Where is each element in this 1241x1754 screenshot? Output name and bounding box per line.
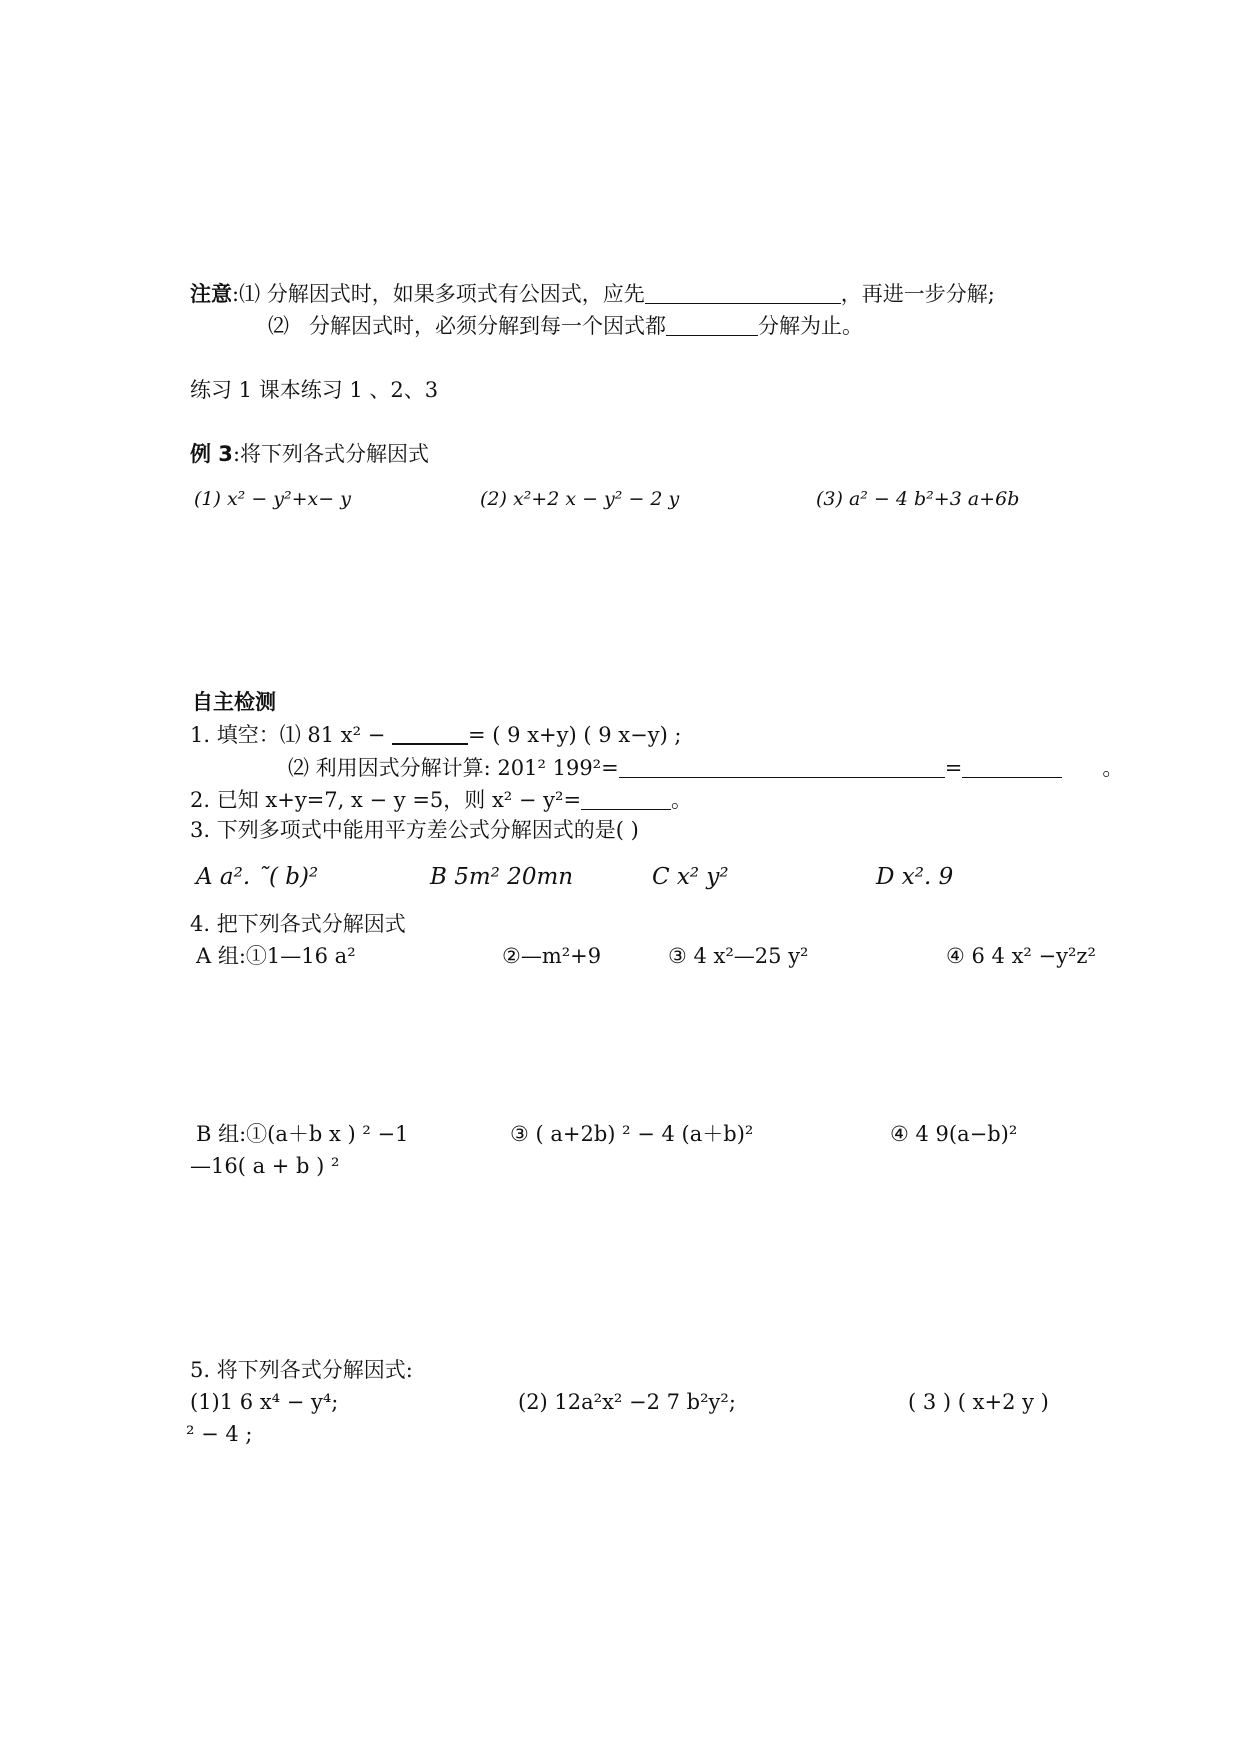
note-item2-num: ⑵: [268, 314, 289, 338]
question-4: 4. 把下列各式分解因式: [190, 912, 406, 936]
example-3-heading: [190, 442, 429, 467]
question-5: 5. 将下列各式分解因式:: [190, 1358, 413, 1382]
question-2: [190, 788, 692, 813]
q5-item-1: (1)1 6 x⁴ − y⁴;: [190, 1390, 339, 1414]
example-3-item-1: (1) x² − y²+x− y: [194, 488, 351, 510]
q1-blank[interactable]: [392, 722, 468, 745]
q3-option-a: A a². ˜( b)²: [196, 864, 319, 890]
example-3-item-2: (2) x²+2 x − y² − 2 y: [480, 488, 680, 510]
q4-b-3: ③ ( a+2b) ² − 4 (a＋b)²: [510, 1122, 754, 1146]
q1b-blank-1[interactable]: [619, 756, 945, 778]
note-item1-pre: 分解因式时，如果多项式有公因式，应先: [266, 282, 645, 306]
selfcheck-title: 自主检测: [192, 690, 276, 714]
q4-a-2: ②—m²+9: [502, 944, 602, 968]
q4-a-4: ④ 6 4 x² −y²z²: [946, 944, 1096, 968]
q1-pre: 1. 填空：⑴ 81 x² −: [190, 723, 386, 747]
example-3-item-3: (3) a² − 4 b²+3 a+6b: [816, 488, 1020, 510]
q4-b-cont: —16( a + b ) ²: [190, 1154, 340, 1178]
q1b-pre: ⑵ 利用因式分解计算: 201² 199²=: [288, 756, 619, 780]
q1-post: = ( 9 x+y) ( 9 x−y) ;: [468, 723, 682, 747]
q4-b-4: ④ 4 9(a−b)²: [890, 1122, 1018, 1146]
question-1: [190, 722, 682, 748]
question-1b: [288, 756, 1123, 781]
example-3-label: 例 3: [190, 442, 233, 466]
q5-cont: ² − 4 ;: [186, 1422, 253, 1446]
note-blank-2[interactable]: [666, 314, 758, 336]
q4-b-1: B 组:①(a＋b x ) ² −1: [196, 1122, 409, 1146]
q2-pre: 2. 已知 x+y=7, x − y =5，则 x² − y²=: [190, 788, 582, 812]
note-item1-num: ⑴: [239, 282, 261, 306]
note-line-2: [268, 314, 863, 339]
practice-1: 练习 1 课本练习 1 、2、3: [190, 378, 439, 402]
q1b-end: 。: [1102, 756, 1124, 780]
q4-a-1: A 组:①1—16 a²: [196, 944, 356, 968]
note-item1-post: ，再进一步分解;: [840, 282, 995, 306]
example-3-text: :将下列各式分解因式: [232, 442, 430, 466]
note-line-1: 注意:⑴ 分解因式时，如果多项式有公因式，应先 ，再进一步分解;: [190, 282, 995, 306]
q5-item-3: ( 3 ) ( x+2 y ): [908, 1390, 1049, 1414]
q3-option-b: B 5m² 20mn: [430, 864, 574, 890]
note-label: 注意: [190, 282, 232, 306]
q3-option-c: C x² y²: [652, 864, 729, 890]
question-3: 3. 下列多项式中能用平方差公式分解因式的是( ): [190, 818, 639, 842]
q4-a-3: ③ 4 x²—25 y²: [668, 944, 809, 968]
q2-post: 。: [671, 788, 693, 812]
note-item2-post: 分解为止。: [758, 314, 864, 338]
q5-item-2: (2) 12a²x² −2 7 b²y²;: [518, 1390, 736, 1414]
q3-option-d: D x². 9: [876, 864, 954, 890]
q1b-blank-2[interactable]: [962, 756, 1062, 778]
q2-blank[interactable]: [581, 788, 671, 810]
note-blank-1[interactable]: [645, 282, 841, 304]
note-item2-pre: 分解因式时，必须分解到每一个因式都: [309, 314, 667, 338]
q1b-eq: =: [944, 756, 963, 780]
